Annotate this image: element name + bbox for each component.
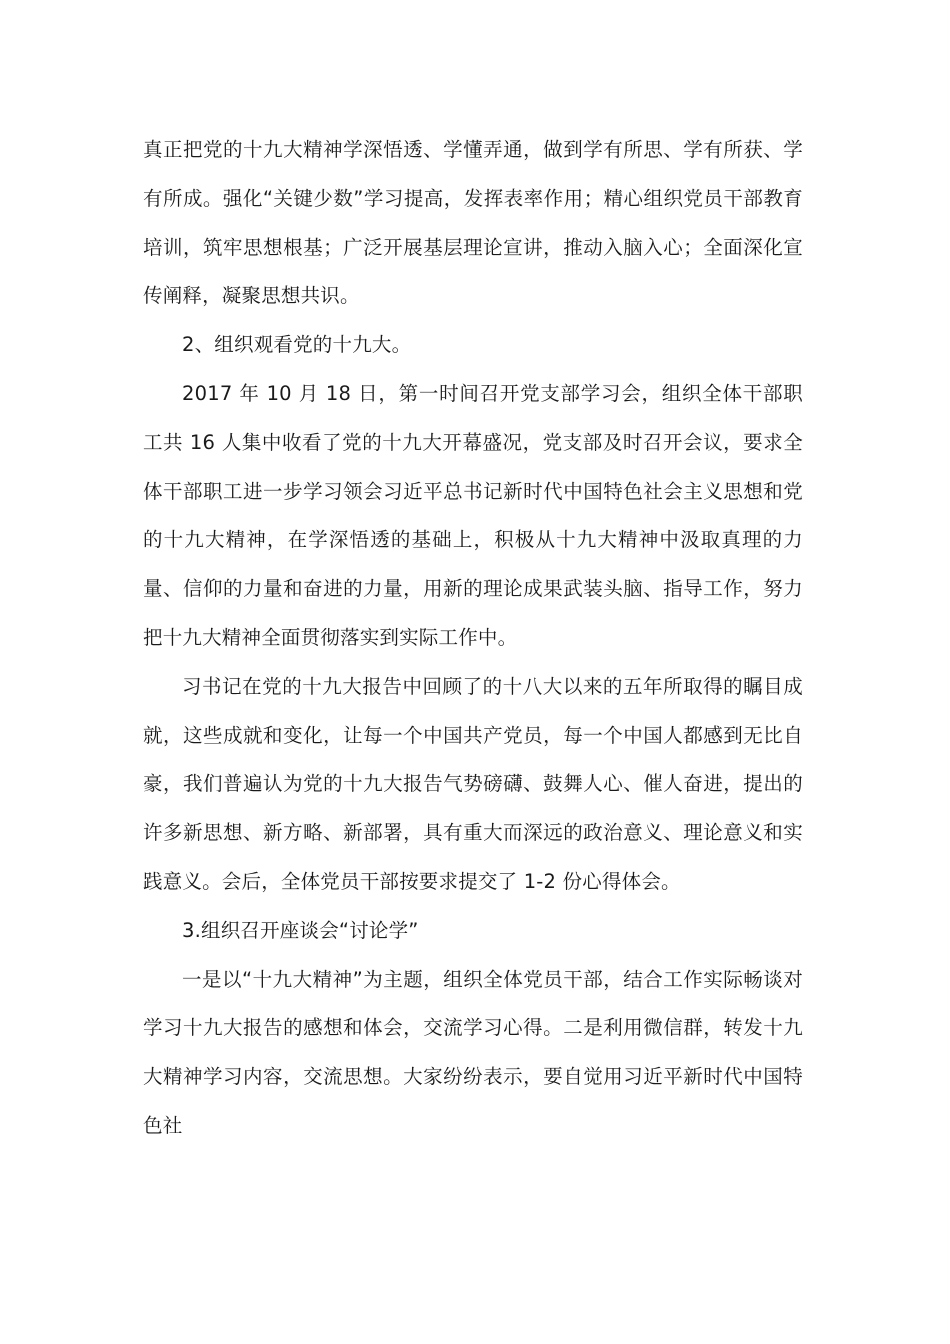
paragraph-report-review: 习书记在党的十九大报告中回顾了的十八大以来的五年所取得的瞩目成就，这些成就和变化，让每一个中国共产党员，每一个中国人都感到无比自豪，我们普遍认为党的十九大报告气势磅礴、鼓舞人心、催人奋进，提出的许多新思想、新方略、新部署，具有重大而深远的政治意义、理论意义和实践意义。会后，全体党员干部按要求提交了 1-2 份心得体会。 [143,674,803,893]
section-heading-watch-congress: 2、组织观看党的十九大。 [182,333,412,357]
paragraph-study-summary: 真正把党的十九大精神学深悟透、学懂弄通，做到学有所思、学有所获、学有所成。强化“关键少数”学习提高，发挥表率作用；精心组织党员干部教育培训，筑牢思想根基；广泛开展基层理论宣讲，推动入脑入心；全面深化宣传阐释，凝聚思想共识。 [143,138,803,308]
document-body [143,126,803,1151]
section-heading-symposium: 3.组织召开座谈会“讨论学” [182,918,419,942]
paragraph-watch-congress: 2017 年 10 月 18 日，第一时间召开党支部学习会，组织全体干部职工共 16 人集中收看了党的十九大开幕盛况，党支部及时召开会议，要求全体干部职工进一步学习领会习近平总书记新时代中国特色社会主义思想和党的十九大精神，在学深悟透的基础上，积极从十九大精神中汲取真理的力量、信仰的力量和奋进的力量，用新的理论成果武装头脑、指导工作，努力把十九大精神全面贯彻落实到实际工作中。 [143,381,803,649]
paragraph-symposium: 一是以“十九大精神”为主题，组织全体党员干部，结合工作实际畅谈对学习十九大报告的感想和体会，交流学习心得。二是利用微信群，转发十九大精神学习内容，交流思想。大家纷纷表示，要自觉用习近平新时代中国特色社 [143,967,803,1137]
